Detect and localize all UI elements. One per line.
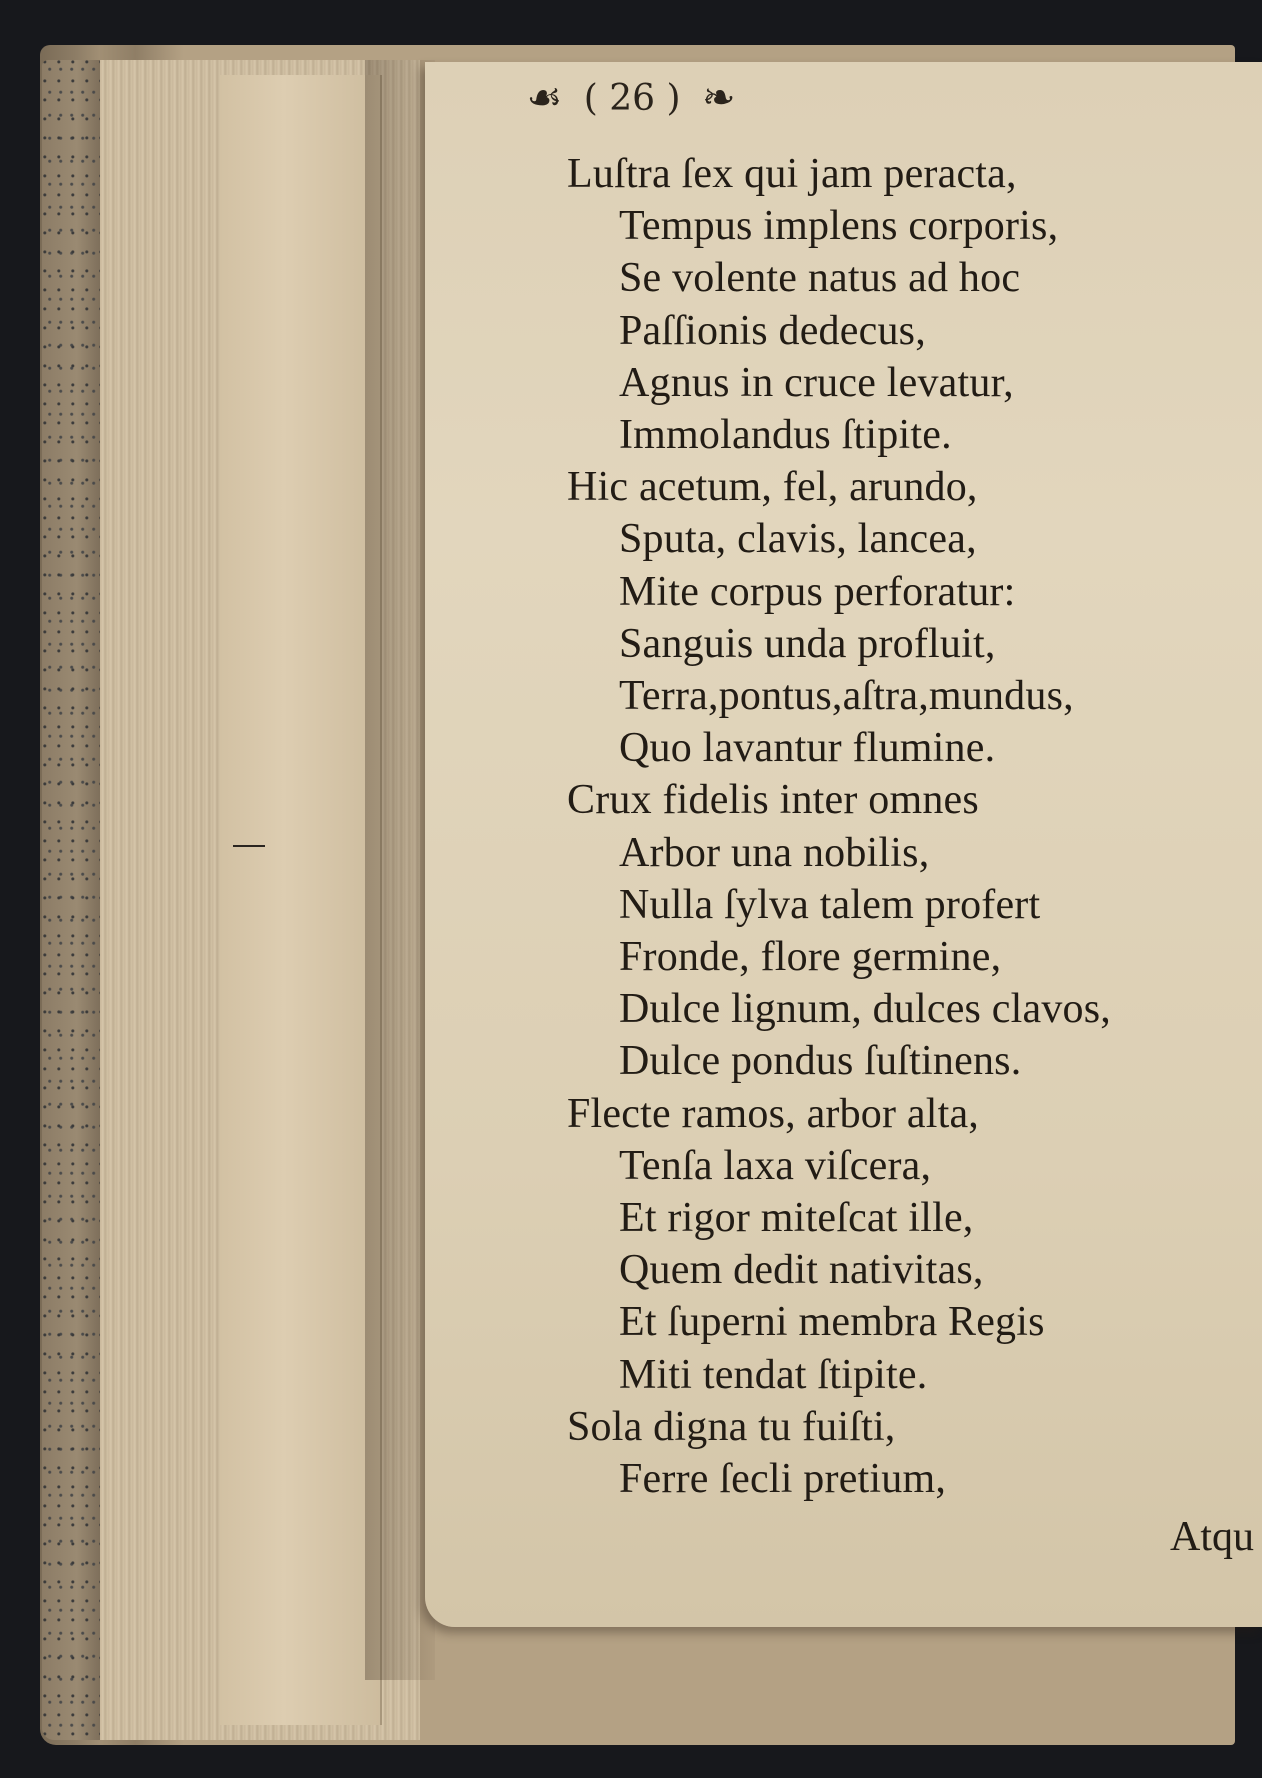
catchword: Atqu [1170,1514,1254,1560]
left-page [220,75,382,1725]
poem-line: Nulla ſylva talem profert [619,881,1041,928]
poem-line: Hic acetum, fel, arundo, [567,464,978,511]
poem-line: Tempus implens corporis, [619,203,1059,250]
poem-line: Sanguis unda profluit, [619,620,996,667]
poem-line: Crux fidelis inter omnes [567,777,979,824]
fleuron-right-icon: ❧ [702,75,736,121]
poem-line: Quem dedit nativitas, [619,1247,984,1294]
poem-line: Se volente natus ad hoc [619,255,1021,302]
poem-line: Immolandus ſtipite. [619,412,952,459]
poem-line: Flecte ramos, arbor alta, [567,1090,979,1137]
poem-line: Quo lavantur flumine. [619,725,996,772]
fleuron-left-icon: ☙ [526,75,563,121]
poem-line: Dulce pondus ſuſtinens. [619,1038,1022,1085]
poem-line: Luſtra ſex qui jam peracta, [567,151,1017,197]
poem-line: Arbor una nobilis, [619,829,930,876]
poem-line: Et rigor miteſcat ille, [619,1195,974,1242]
poem-line: Fronde, flore germine, [619,934,1002,981]
poem-line: Paſſionis dedecus, [619,307,926,354]
speckled-book-edge [42,60,100,1740]
poem-line: Dulce lignum, dulces clavos, [619,986,1111,1033]
poem-line: Terra,pontus,aſtra,mundus, [619,673,1074,720]
poem-line: Agnus in cruce levatur, [619,359,1014,406]
running-head [0,75,1262,121]
page-mark [233,845,265,847]
poem-text [567,148,1227,1505]
poem-line: Ferre ſecli pretium, [619,1456,947,1503]
poem-line: Miti tendat ſtipite. [619,1351,928,1398]
page-number: ( 26 ) [583,77,681,119]
poem-line: Et ſuperni membra Regis [619,1299,1045,1346]
poem-line: Sola digna tu fuiſti, [567,1403,896,1450]
poem-line: Tenſa laxa viſcera, [619,1142,932,1189]
poem-line: Sputa, clavis, lancea, [619,516,977,563]
poem-line: Mite corpus perforatur: [619,568,1016,615]
